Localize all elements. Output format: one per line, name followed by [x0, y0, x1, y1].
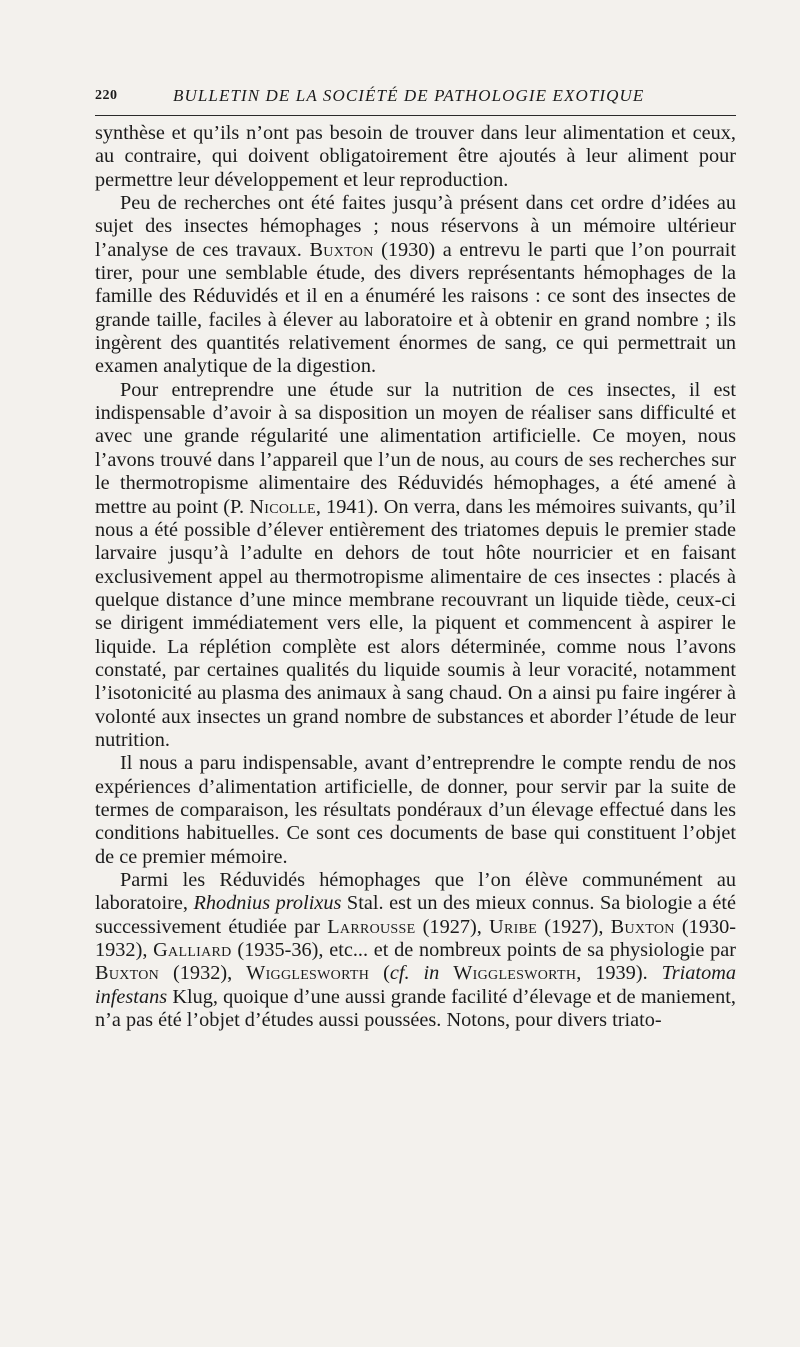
- running-title: BULLETIN DE LA SOCIÉTÉ DE PATHOLOGIE EXOTIQUE: [173, 86, 645, 105]
- author-name: Buxton: [95, 962, 160, 985]
- author-name: Galliard: [153, 939, 232, 962]
- author-name: Nicolle: [249, 495, 316, 518]
- page-header: [95, 80, 736, 110]
- text-run: Parmi les Réduvidés hémophages que l’on élève communément au laboratoire,: [95, 869, 736, 915]
- page-number: 220: [95, 88, 118, 103]
- text-run: (1932),: [159, 962, 247, 985]
- text-run: (1930-1932),: [95, 915, 736, 962]
- italic-term: Triatoma infestans: [95, 962, 736, 1008]
- text-run: , 1939).: [576, 962, 662, 985]
- text-run: Pour entreprendre une étude sur la nutrition de ces insectes, il est indispensable d’avoir à sa disposition un moyen de réaliser sans difficulté et avec une grande régularité une alimentation artificielle. Ce moyen, nous l’avons trouvé dans l’appareil que l’un de nous, au cours de ses recherches sur le thermotropisme alimentaire des Réduvidés hémophages, a été amené à mettre au point (P.: [95, 378, 736, 518]
- text-run: (: [369, 962, 390, 985]
- italic-term: cf. in: [389, 962, 440, 985]
- text-run: (1930) a entrevu le parti que l’on pourrait tirer, pour une semblable étude, des divers représentants hémophages de la famille des Réduvidés et il en a énuméré les raisons : ce sont des insectes de grande taille, faciles à élever au laboratoire et à obtenir en grand nombre ; ils ingèrent des quantités relativement énormes de sang, ce qui permettrait un examen analytique de la digestion.: [95, 238, 736, 378]
- paragraph: [95, 869, 736, 1032]
- paragraph: [95, 752, 736, 869]
- text-run: , 1941). On verra, dans les mémoires suivants, qu’il nous a été possible d’élever entièrement des triatomes depuis le premier stade larvaire jusqu’à l’adulte en dehors de tout hôte nourricier et en faisant exclusivement appel au thermotropisme alimentaire de ces insectes : placés à quelque distance d’une mince membrane recouvrant un liquide tiède, ceux-ci se dirigent immédiatement vers elle, la piquent et commencent à aspirer le liquide. La réplétion complète est alors déterminée, comme nous l’avons constaté, par certaines qualités du liquide soumis à leur voracité, notamment l’isotonicité au plasma des animaux à sang chaud. On a ainsi pu faire ingérer à volonté aux insectes un grand nombre de substances et aborder l’étude de leur nutrition.: [95, 495, 736, 751]
- text-run: synthèse et qu’ils n’ont pas besoin de trouver dans leur alimentation et ceux, au contraire, qui doivent obligatoirement être ajoutés à leur aliment pour permettre leur développement et leur reproduction.: [95, 122, 736, 191]
- author-name: Buxton: [309, 238, 374, 261]
- author-name: Wigglesworth: [246, 962, 370, 985]
- text-run: (1927),: [415, 915, 490, 938]
- italic-term: Rhodnius prolixus: [193, 892, 342, 915]
- author-name: Buxton: [610, 915, 675, 938]
- header-rule: [95, 115, 736, 116]
- text-run: Peu de recherches ont été faites jusqu’à présent dans cet ordre d’idées au sujet des insectes hémophages ; nous réservons à un mémoire ultérieur l’analyse de ces travaux.: [95, 192, 736, 261]
- author-name: Wigglesworth: [453, 962, 577, 985]
- article-body: [95, 122, 736, 1032]
- paragraph: [95, 122, 736, 192]
- text-run: Il nous a paru indispensable, avant d’entreprendre le compte rendu de nos expériences d’alimentation artificielle, de donner, pour servir par la suite de termes de comparaison, les résultats pondéraux d’un élevage effectué dans les conditions habituelles. Ce sont ces documents de base qui constituent l’objet de ce premier mémoire.: [95, 752, 736, 868]
- author-name: Uribe: [489, 915, 538, 938]
- author-name: Larrousse: [327, 915, 416, 938]
- paragraph: [95, 379, 736, 753]
- paragraph: [95, 192, 736, 379]
- text-run: (1927),: [537, 915, 611, 938]
- text-run: [439, 962, 453, 984]
- text-run: (1935-36), etc... et de nombreux points de sa physiologie par: [231, 939, 736, 962]
- text-run: Klug, quoique d’une aussi grande facilité d’élevage et de maniement, n’a pas été l’objet d’études aussi poussées. Notons, pour divers triato-: [95, 985, 736, 1032]
- text-run: Stal. est un des mieux connus. Sa biologie a été successivement étudiée par: [95, 892, 736, 938]
